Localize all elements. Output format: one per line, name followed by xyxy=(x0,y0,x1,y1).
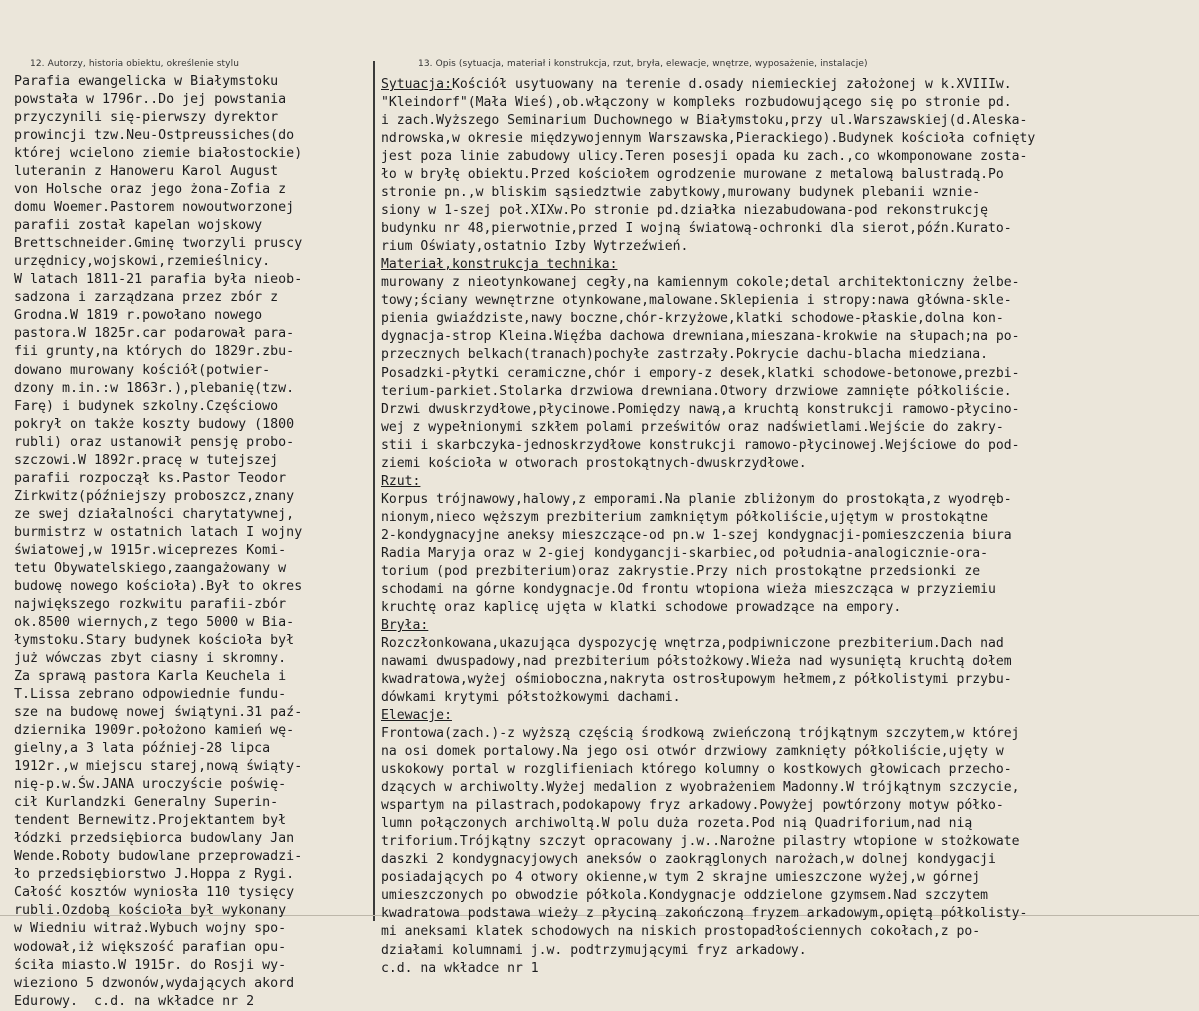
history-line: ło przedsiębiorstwo J.Hoppa z Rygi. xyxy=(14,867,295,883)
section-text: ziemi kościoła w otworach prostokątnych-dwuskrzydłowe. xyxy=(381,455,807,471)
history-line: powstała w 1796r..Do jej powstania xyxy=(14,92,287,108)
section-text: ło w bryłę obiektu.Przed kościołem ogrodzenie murowane z metalową balustradą.Po xyxy=(381,167,1004,183)
history-line: światowej,w 1915r.wiceprezes Komi- xyxy=(14,542,287,558)
section-line xyxy=(381,545,1035,563)
section-line xyxy=(381,401,1035,419)
history-line: parafii rozpoczął ks.Pastor Teodor xyxy=(14,470,287,486)
history-line: pokrył on także koszty budowy (1800 xyxy=(14,416,295,432)
section-text: lumn połączonych archiwoltą.W polu duża rozeta.Pod nią Quadriforium,nad nią xyxy=(381,816,973,832)
section-text: torium (pod prezbiterium)oraz zakrystie.Przy nich prostokątne przedsionki ze xyxy=(381,563,981,579)
section-text: nionym,nieco węższym prezbiterium zamkniętym półkoliście,ujętym w prostokątne xyxy=(381,509,988,525)
section-line xyxy=(381,166,1035,184)
section-line xyxy=(381,833,1035,851)
section-heading: Materiał,konstrukcja technika: xyxy=(381,257,618,273)
history-line: tetu Obywatelskiego,zaangażowany w xyxy=(14,560,287,576)
history-line: rubli.Ozdobą kościoła był wykonany xyxy=(14,903,287,919)
history-line: fii grunty,na których do 1829r.zbu- xyxy=(14,344,295,360)
history-line: dziernika 1909r.położono kamień wę- xyxy=(14,723,295,739)
section-line xyxy=(381,923,1035,941)
section-text: daszki 2 kondygnacyjowych aneksów o zaokrąglonych narożach,w dolnej kondygacji xyxy=(381,852,996,868)
section-text: Radia Maryja oraz w 2-giej kondygancji-skarbiec,od południa-analogicznie-ora- xyxy=(381,545,988,561)
section-text: mi aneksami klatek schodowych na niskich prostopadłościennych cokołach,z po- xyxy=(381,924,981,940)
section-text: działami kolumnami j.w. podtrzymującymi fryz arkadowy. xyxy=(381,942,807,958)
section-text: wspartym na pilastrach,podokapowy fryz arkadowy.Powyżej powtórzony motyw półko- xyxy=(381,798,1004,814)
history-line: Grodna.W 1819 r.powołano nowego xyxy=(14,308,263,324)
section-line xyxy=(381,437,1035,455)
section-line xyxy=(381,292,1035,310)
history-line: ściła miasto.W 1915r. do Rosji wy- xyxy=(14,957,287,973)
section-text: Kościół usytuowany na terenie d.osady niemieckiej założonej w k.XVIIIw. xyxy=(451,77,1012,92)
section-line xyxy=(381,112,1035,130)
section-text: budynku nr 48,pierwotnie,przed I wojną światową-ochronki dla sierot,późn.Kurato- xyxy=(381,221,1012,237)
section-line xyxy=(381,94,1035,112)
section-text: Drzwi dwuskrzydłowe,płycinowe.Pomiędzy nawą,a kruchtą konstrukcji ramowo-płycino- xyxy=(381,401,1020,417)
section-first-line xyxy=(381,635,1035,653)
history-line: Za sprawą pastora Karla Keuchela i xyxy=(14,669,287,685)
section-line xyxy=(381,869,1035,887)
section-heading-line xyxy=(381,707,1035,725)
section-first-line xyxy=(381,76,1035,94)
section-line xyxy=(381,202,1035,220)
section-text: dzących w archiwolty.Wyżej medalion z wyobrażeniem Madonny.W trójkątnym szczycie, xyxy=(381,780,1020,796)
history-line: gielny,a 3 lata później-28 lipca xyxy=(14,741,271,757)
section-first-line xyxy=(381,491,1035,509)
history-line: w Wiedniu witraż.Wybuch wojny spo- xyxy=(14,921,287,937)
history-line: sze na budowę nowej świątyni.31 paź- xyxy=(14,705,303,721)
section-text: kwadratowa,wyżej ośmioboczna,nakryta ostrosłupowym hełmem,z półkolistymi przybu- xyxy=(381,672,1012,688)
section-text: dówkami krytymi półstożkowymi dachami. xyxy=(381,690,681,706)
section-line xyxy=(381,599,1035,617)
section-heading: Bryła: xyxy=(381,617,429,633)
history-line: T.Lissa zebrano odpowiednie fundu- xyxy=(14,687,287,703)
section-line xyxy=(381,743,1035,761)
section-text: kruchtę oraz kaplicę ujęta w klatki schodowe prowadzące na empory. xyxy=(381,599,902,615)
section-text: Korpus trójnawowy,halowy,z emporami.Na planie zbliżonym do prostokąta,z wyodręb- xyxy=(381,491,1012,507)
history-line: szczowi.W 1892r.pracę w tutejszej xyxy=(14,452,279,468)
section-line xyxy=(381,815,1035,833)
section-text: terium-parkiet.Stolarka drzwiowa drewniana.Otwory drzwiowe zamnięte półkoliście. xyxy=(381,383,1012,399)
section-line xyxy=(381,455,1035,473)
history-line: W latach 1811-21 parafia była nieob- xyxy=(14,272,303,288)
section-text: wej z wypełnionymi szkłem polami prześwitów oraz nadświetlami.Wejście do zakry- xyxy=(381,419,1004,435)
section-line xyxy=(381,581,1035,599)
section-text: przecznych belkach(tranach)pochyłe zastrzały.Pokrycie dachu-blacha miedziana. xyxy=(381,347,988,363)
section-text: jest poza linie zabudowy ulicy.Teren posesji opada ku zach.,co wkomponowane zosta- xyxy=(381,149,1028,165)
section-line xyxy=(381,887,1035,905)
section-text: siony w 1-szej poł.XIXw.Po stronie pd.działka niezabudowana-pod rekonstrukcję xyxy=(381,203,988,219)
history-line: Farę) i budynek szkolny.Częściowo xyxy=(14,398,279,414)
section-line xyxy=(381,779,1035,797)
section-heading-line xyxy=(381,473,1035,491)
section-text: kwadratowa podstawa wieży z płyciną zakończoną fryzem arkadowym,opiętą półkolisty- xyxy=(381,906,1028,922)
right-column-header: 13. Opis (sytuacja, materiał i konstrukcja, rzut, bryła, elewacje, wnętrze, wyposażenie, instalacje) xyxy=(418,59,868,69)
section-line xyxy=(381,383,1035,401)
history-line: parafii został kapelan wojskowy xyxy=(14,218,263,234)
section-line xyxy=(381,960,1035,978)
section-line xyxy=(381,671,1035,689)
history-line: nię-p.w.Św.JANA uroczyście poświę- xyxy=(14,777,287,793)
section-line xyxy=(381,346,1035,364)
section-text: 2-kondygnacyjne aneksy mieszczące-od pn.w 1-szej kondygnacji-pomieszczenia biura xyxy=(381,527,1012,543)
section-text: umieszczonych po obwodzie półkola.Kondygnacje oddzielone gzymsem.Nad szczytem xyxy=(381,888,988,904)
section-text: "Kleindorf"(Mała Wieś),ob.włączony w kompleks rozbudowującego się po stronie pd. xyxy=(381,95,1012,111)
section-text: uskokowy portal w rozglifieniach którego kolumny o kostkowych głowicach przecho- xyxy=(381,762,1012,778)
history-line: tendent Bernewitz.Projektantem był xyxy=(14,813,287,829)
section-heading: Rzut: xyxy=(381,473,421,489)
history-line: ze swej działalności charytatywnej, xyxy=(14,506,295,522)
section-heading-line xyxy=(381,617,1035,635)
section-text: posiadających po 4 otwory okienne,w tym 2 skrajne umieszczone wyżej,w górnej xyxy=(381,870,981,886)
history-text xyxy=(14,73,302,1011)
section-text: ndrowska,w okresie międzywojennym Warszawska,Pierackiego).Budynek kościoła cofnięty xyxy=(381,131,1036,147)
section-line xyxy=(381,148,1035,166)
section-text: towy;ściany wewnętrzne otynkowane,malowane.Sklepienia i stropy:nawa główna-skle- xyxy=(381,293,1012,309)
section-text: nawami dwuspadowy,nad prezbiterium półstożkowy.Wieża nad wysuniętą kruchtą dołem xyxy=(381,654,1012,669)
history-line: pastora.W 1825r.car podarował para- xyxy=(14,326,295,342)
section-line xyxy=(381,563,1035,581)
left-column-header: 12. Autorzy, historia obiektu, określenie stylu xyxy=(30,59,240,69)
section-text: stii i skarbczyka-jednoskrzydłowe konstrukcji ramowo-płycinowej.Wejściowe do pod- xyxy=(381,437,1020,453)
section-line xyxy=(381,238,1035,256)
section-text: Rozczłonkowana,ukazująca dyspozycję wnętrza,podpiwniczone prezbiterium.Dach nad xyxy=(381,635,1004,651)
section-line xyxy=(381,184,1035,202)
history-line: Edurowy. c.d. na wkładce nr 2 xyxy=(14,993,255,1009)
history-line: luteranin z Hanoweru Karol August xyxy=(14,164,279,180)
column-divider xyxy=(373,61,375,921)
section-heading-line xyxy=(381,256,1035,274)
section-text: rium Oświaty,ostatnio Izby Wytrzeźwień. xyxy=(381,239,689,255)
history-line: burmistrz w ostatnich latach I wojny xyxy=(14,524,303,540)
section-text: Posadzki-płytki ceramiczne,chór i empory-z desek,klatki schodowe-betonowe,prezbi- xyxy=(381,365,1020,381)
section-line xyxy=(381,761,1035,779)
section-line xyxy=(381,328,1035,346)
history-line: największego rozkwitu parafii-zbór xyxy=(14,596,287,612)
section-text: na osi domek portalowy.Na jego osi otwór drzwiowy zamknięty półkoliście,ujęty w xyxy=(381,744,1004,760)
history-line: łymstoku.Stary budynek kościoła był xyxy=(14,632,295,648)
section-heading: Elewacje: xyxy=(381,708,452,724)
section-text: c.d. na wkładce nr 1 xyxy=(381,960,539,976)
description-text xyxy=(381,76,1035,978)
section-line xyxy=(381,220,1035,238)
history-line: von Holsche oraz jego żona-Zofia z xyxy=(14,182,287,198)
history-line: przyczynili się-pierwszy dyrektor xyxy=(14,110,279,126)
section-text: murowany z nieotynkowanej cegły,na kamiennym cokole;detal architektoniczny żelbe- xyxy=(381,275,1020,291)
section-line xyxy=(381,653,1035,671)
history-line: Wende.Roboty budowlane przeprowadzi- xyxy=(14,849,303,865)
history-line: cił Kurlandzki Generalny Superin- xyxy=(14,795,279,811)
history-line: ok.8500 wiernych,z tego 5000 w Bia- xyxy=(14,614,295,630)
section-text: pienia gwiaździste,nawy boczne,chór-krzyżowe,klatki schodowe-płaskie,dolna kon- xyxy=(381,311,1004,327)
history-line: prowincji tzw.Neu-Ostpreussiches(do xyxy=(14,128,295,144)
history-line: 1912r.,w miejscu starej,nową świąty- xyxy=(14,759,303,775)
section-line xyxy=(381,527,1035,545)
history-line: budowę nowego kościoła).Był to okres xyxy=(14,578,303,594)
section-line xyxy=(381,509,1035,527)
history-line: rubli) oraz ustanowił pensję probo- xyxy=(14,434,295,450)
section-text: Frontowa(zach.)-z wyższą częścią środkową zwieńczoną trójkątnym szczytem,w której xyxy=(381,726,1020,742)
section-line xyxy=(381,419,1035,437)
section-text: schodami na górne kondygnacje.Od frontu wtopiona wieża mieszcząca w przyziemiu xyxy=(381,581,996,597)
section-text: triforium.Trójkątny szczyt opracowany j.w..Narożne pilastry wtopione w stożkowate xyxy=(381,834,1020,850)
section-heading: Sytuacja: xyxy=(381,77,452,92)
history-line: już wówczas zbyt ciasny i skromny. xyxy=(14,651,287,666)
section-line xyxy=(381,689,1035,707)
history-line: Całość kosztów wyniosła 110 tysięcy xyxy=(14,885,295,901)
section-line xyxy=(381,942,1035,960)
history-line: domu Woemer.Pastorem nowoutworzonej xyxy=(14,200,295,216)
section-first-line xyxy=(381,725,1035,743)
history-line: urzędnicy,wojskowi,rzemieślnicy. xyxy=(14,254,271,270)
history-line: dowano murowany kościół(potwier- xyxy=(14,362,271,378)
history-line: Brettschneider.Gminę tworzyli pruscy xyxy=(14,236,303,252)
section-line xyxy=(381,310,1035,328)
section-line xyxy=(381,851,1035,869)
section-line xyxy=(381,905,1035,923)
history-line: Zirkwitz(późniejszy proboszcz,znany xyxy=(14,488,295,504)
history-line: Parafia ewangelicka w Białymstoku xyxy=(14,74,279,89)
section-line xyxy=(381,797,1035,815)
history-line: wieziono 5 dzwonów,wydających akord xyxy=(14,975,295,991)
section-line xyxy=(381,365,1035,383)
history-line: której wcielono ziemie białostockie) xyxy=(14,146,303,162)
section-text: dygnacja-strop Kleina.Więźba dachowa drewniana,mieszana-krokwie na słupach;na po- xyxy=(381,329,1020,345)
history-line: sadzona i zarządzana przez zbór z xyxy=(14,290,279,306)
history-line: dzony m.in.:w 1863r.),plebanię(tzw. xyxy=(14,380,295,396)
history-line: wodował,iż większość parafian opu- xyxy=(14,939,287,955)
section-text: i zach.Wyższego Seminarium Duchownego w Białymstoku,przy ul.Warszawskiej(d.Aleska- xyxy=(381,113,1028,129)
section-text: stronie pn.,w bliskim sąsiedztwie zabytkowy,murowany budynek plebanii wznie- xyxy=(381,185,981,201)
section-line xyxy=(381,130,1035,148)
section-first-line xyxy=(381,274,1035,292)
history-line: łódzki przedsiębiorca budowlany Jan xyxy=(14,831,295,847)
